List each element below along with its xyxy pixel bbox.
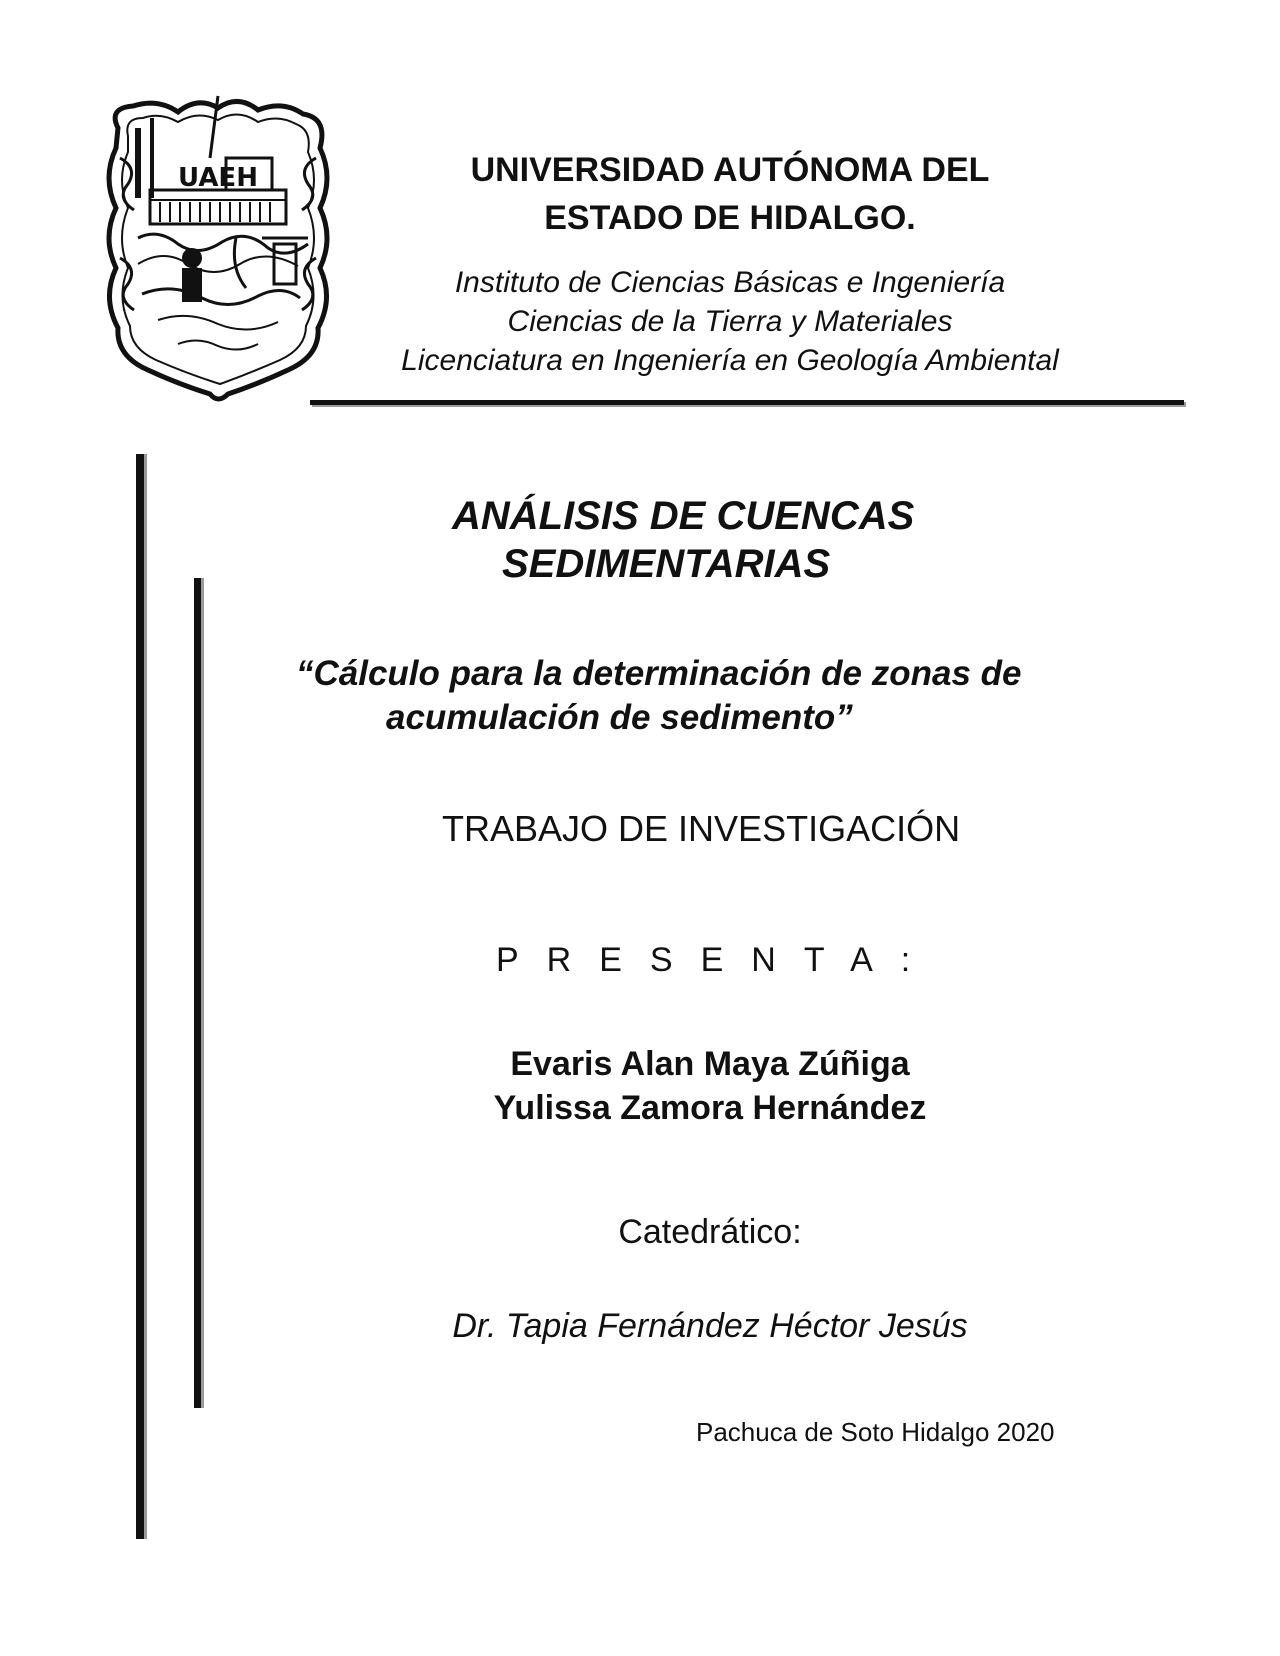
area-name: Ciencias de la Tierra y Materiales bbox=[507, 305, 953, 338]
university-name-line2: ESTADO DE HIDALGO. bbox=[544, 199, 916, 237]
university-seal-logo bbox=[98, 88, 338, 404]
work-type: TRABAJO DE INVESTIGACIÓN bbox=[442, 808, 961, 849]
course-title-line2: SEDIMENTARIAS bbox=[502, 542, 831, 586]
header-divider bbox=[310, 400, 1184, 405]
author-name: Evaris Alan Maya Zúñiga bbox=[510, 1045, 910, 1083]
program-name: Licenciatura en Ingeniería en Geología Ambiental bbox=[401, 344, 1059, 377]
professor-name: Dr. Tapia Fernández Héctor Jesús bbox=[452, 1307, 968, 1345]
left-vertical-bar-inner bbox=[194, 578, 201, 1408]
university-name-line1: UNIVERSIDAD AUTÓNOMA DEL bbox=[470, 151, 990, 189]
seal-graphic bbox=[98, 88, 338, 404]
place-date: Pachuca de Soto Hidalgo 2020 bbox=[696, 1417, 1055, 1447]
course-title-line1: ANÁLISIS DE CUENCAS bbox=[452, 494, 915, 538]
left-vertical-bar-outer bbox=[136, 454, 144, 1539]
institute-name: Instituto de Ciencias Básicas e Ingeniería bbox=[454, 266, 1006, 299]
author-name: Yulissa Zamora Hernández bbox=[493, 1089, 927, 1127]
work-subtitle-line2: acumulación de sedimento” bbox=[386, 698, 853, 737]
seal-monogram: UAEH bbox=[178, 163, 258, 193]
professor-label: Catedrático: bbox=[618, 1213, 802, 1251]
presenta-label: PRESENTA: bbox=[496, 941, 939, 979]
work-subtitle-line1: “Cálculo para la determinación de zonas de bbox=[296, 654, 1022, 693]
